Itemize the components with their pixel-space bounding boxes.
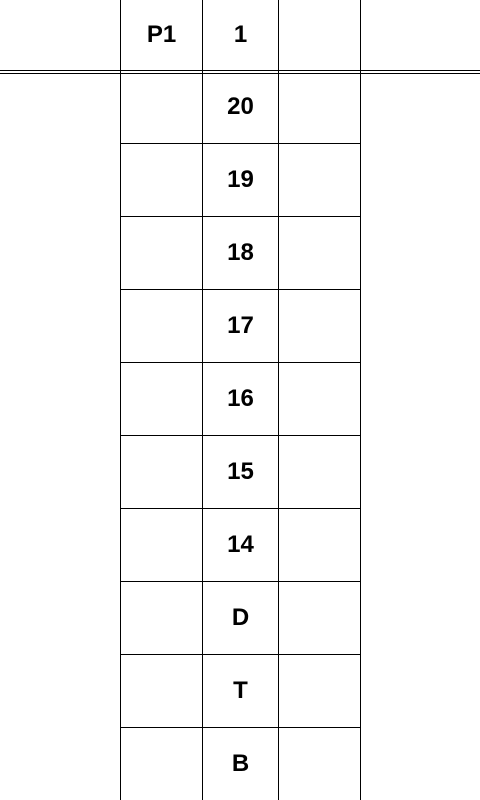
- player-mark-cell-17[interactable]: [121, 290, 202, 362]
- target-label-20: 20: [227, 93, 254, 120]
- target-label-19: 19: [227, 166, 254, 193]
- score-header-cell[interactable]: [279, 0, 360, 69]
- opponent-mark-cell-triple[interactable]: [279, 655, 360, 727]
- opponent-mark-cell-15[interactable]: [279, 436, 360, 508]
- opponent-mark-cell-double[interactable]: [279, 582, 360, 654]
- target-label-17: 17: [227, 312, 254, 339]
- opponent-mark-cell-14[interactable]: [279, 509, 360, 581]
- opponent-mark-cell-16[interactable]: [279, 363, 360, 435]
- opponent-mark-cell-bull[interactable]: [279, 728, 360, 800]
- target-label-15: 15: [227, 458, 254, 485]
- opponent-mark-cell-17[interactable]: [279, 290, 360, 362]
- round-header: 1: [233, 20, 248, 48]
- opponent-mark-cell-20[interactable]: [279, 71, 360, 143]
- player-name-header[interactable]: P1: [146, 20, 177, 48]
- target-label-triple: T: [233, 677, 248, 704]
- target-label-18: 18: [227, 239, 254, 266]
- target-label-bull: B: [231, 750, 250, 777]
- player-mark-cell-19[interactable]: [121, 144, 202, 216]
- grid-line-vertical: [360, 0, 361, 800]
- opponent-mark-cell-19[interactable]: [279, 144, 360, 216]
- target-label-14: 14: [227, 531, 254, 558]
- target-label-double: D: [231, 604, 250, 631]
- target-label-16: 16: [227, 385, 254, 412]
- player-mark-cell-bull[interactable]: [121, 728, 202, 800]
- player-mark-cell-14[interactable]: [121, 509, 202, 581]
- player-mark-cell-16[interactable]: [121, 363, 202, 435]
- player-mark-cell-18[interactable]: [121, 217, 202, 289]
- player-mark-cell-20[interactable]: [121, 71, 202, 143]
- player-mark-cell-triple[interactable]: [121, 655, 202, 727]
- player-mark-cell-double[interactable]: [121, 582, 202, 654]
- opponent-mark-cell-18[interactable]: [279, 217, 360, 289]
- player-mark-cell-15[interactable]: [121, 436, 202, 508]
